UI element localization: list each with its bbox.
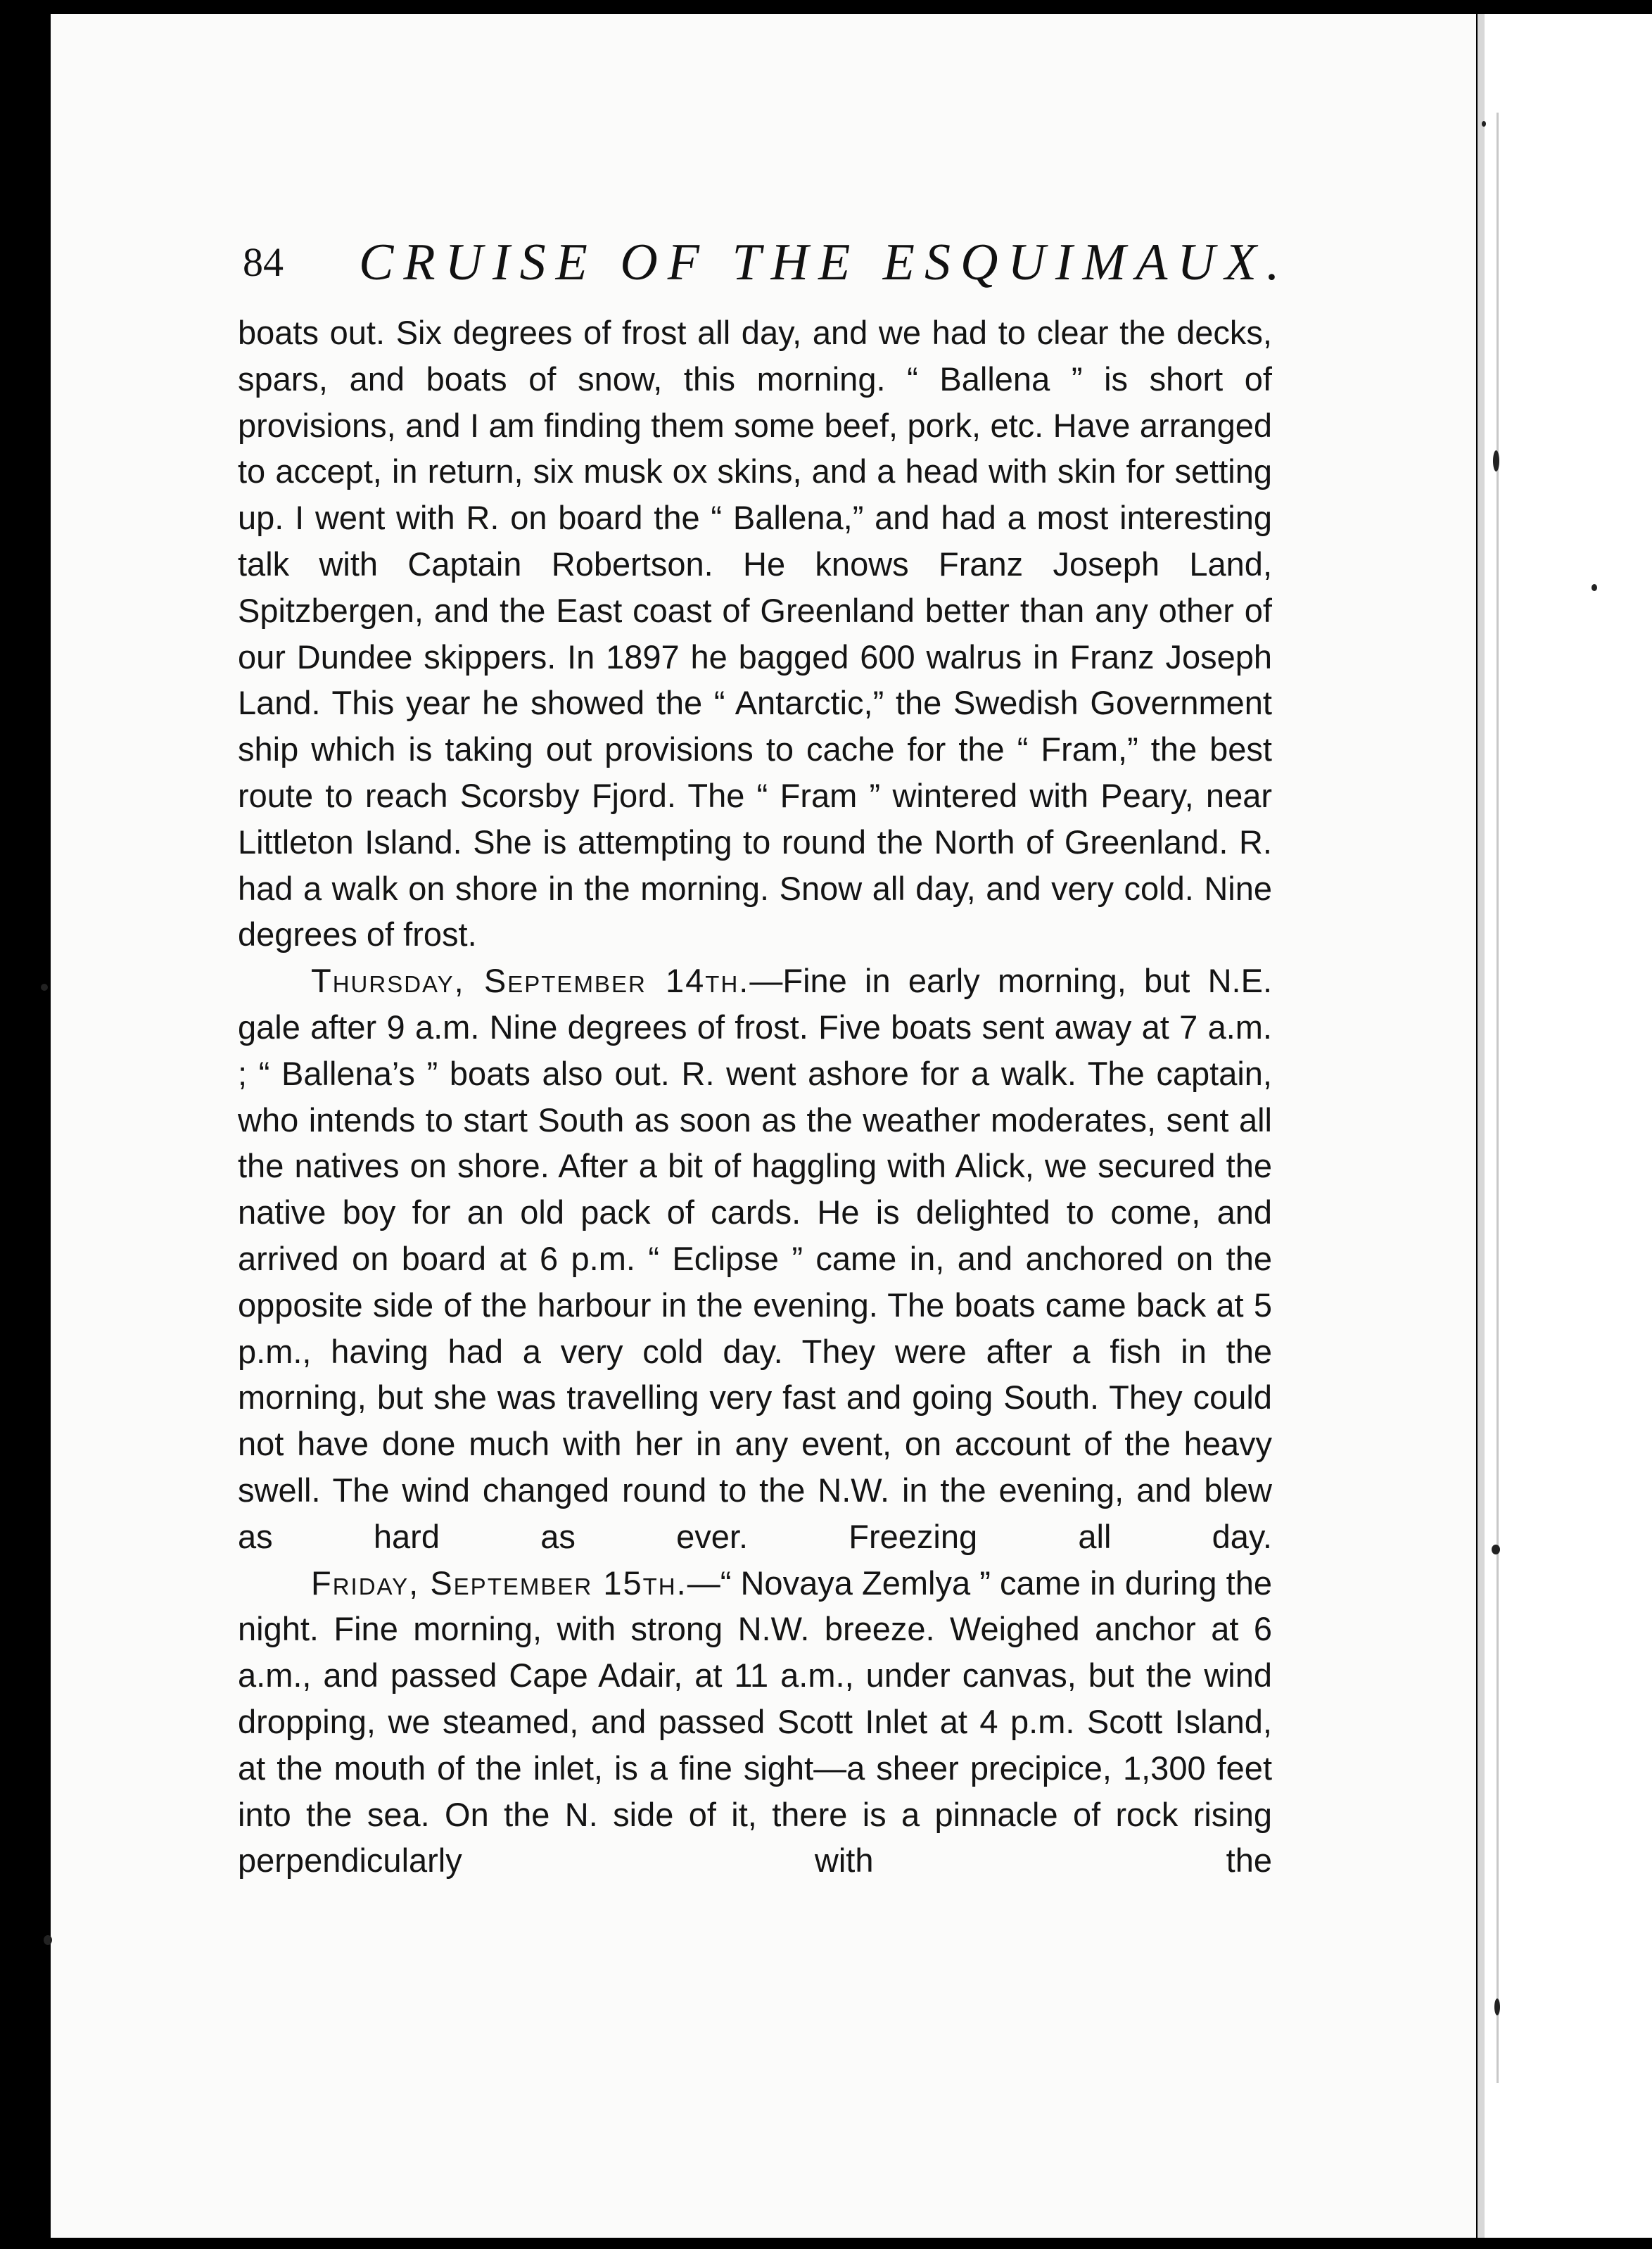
paragraph-friday <box>238 1560 1272 1884</box>
margin-speck <box>41 984 48 991</box>
paragraph-text: boats out. Six degrees of frost all day, and we had to clear the decks, spars, and boats of snow, this morning. “ Ballena ” is short of provisions, and I am finding them some beef, pork, etc. Have arranged to accept, in return, six musk ox skins, and a head with skin for setting up. I went with R. on board the “ Ballena,” and had a most interesting talk with Captain Robertson. He knows Franz Joseph Land, Spitzbergen, and the East coast of Greenland better than any other of our Dundee skippers. In 1897 he bagged 600 walrus in Franz Joseph Land. This year he showed the “ Antarctic,” the Swedish Government ship which is taking out provisions to cache for the “ Fram,” the best route to reach Scorsby Fjord. The “ Fram ” wintered with Peary, near Littleton Island. She is attempting to round the North of Greenland. R. had a walk on shore in the morning. Snow all day, and very cold. Nine degrees of frost. <box>238 314 1272 954</box>
page-header <box>243 229 1340 292</box>
margin-speck <box>1482 121 1486 127</box>
page-number: 84 <box>243 239 284 285</box>
facing-page-rule <box>1497 113 1499 2083</box>
paragraph-continuation <box>238 310 1272 958</box>
paragraph-text: —Fine in early morning, but N.E. gale after 9 a.m. Nine degrees of frost. Five boats sent away at 7 a.m. ; “ Ballena’s ” boats also out. R. went ashore for a walk. The captain, who intends to start South as soon as the weather moderates, sent all the natives on shore. After a bit of haggling with Alick, we secured the native boy for an old pack of cards. He is delighted to come, and arrived on board at 6 p.m. “ Eclipse ” came in, and anchored on the opposite side of the harbour in the evening. The boats came back at 5 p.m., having had a very cold day. They were after a fish in the morning, but she was travelling very fast and going South. They could not have done much with her in any event, on account of the heavy swell. The wind changed round to the N.W. in the evening, and blew as hard as ever. Freezing all day. <box>238 962 1273 1555</box>
margin-speck <box>1493 450 1499 471</box>
page-fold-shadow <box>1478 14 1485 2238</box>
body-text <box>238 310 1272 1884</box>
date-heading: Friday, September 15th. <box>311 1564 687 1602</box>
margin-speck <box>1494 1998 1500 2015</box>
margin-speck <box>1492 1545 1500 1554</box>
margin-speck <box>1591 584 1597 591</box>
paragraph-text: —“ Novaya Zemlya ” came in during the night. Fine morning, with strong N.W. breeze. Weighed anchor at 6 a.m., and passed Cape Adair, at 11 a.m., under canvas, but the wind dropping, we steamed, and passed Scott Inlet at 4 p.m. Scott Island, at the mouth of the inlet, is a fine sight—a sheer precipice, 1,300 feet into the sea. On the N. side of it, there is a pinnacle of rock rising perpendicularly with the <box>238 1564 1272 1880</box>
date-heading: Thursday, September 14th. <box>311 962 750 1000</box>
margin-speck <box>44 1935 52 1945</box>
facing-page-edge <box>1485 14 1652 2238</box>
paragraph-thursday <box>238 958 1272 1559</box>
running-title: CRUISE OF THE ESQUIMAUX. <box>359 234 1290 291</box>
